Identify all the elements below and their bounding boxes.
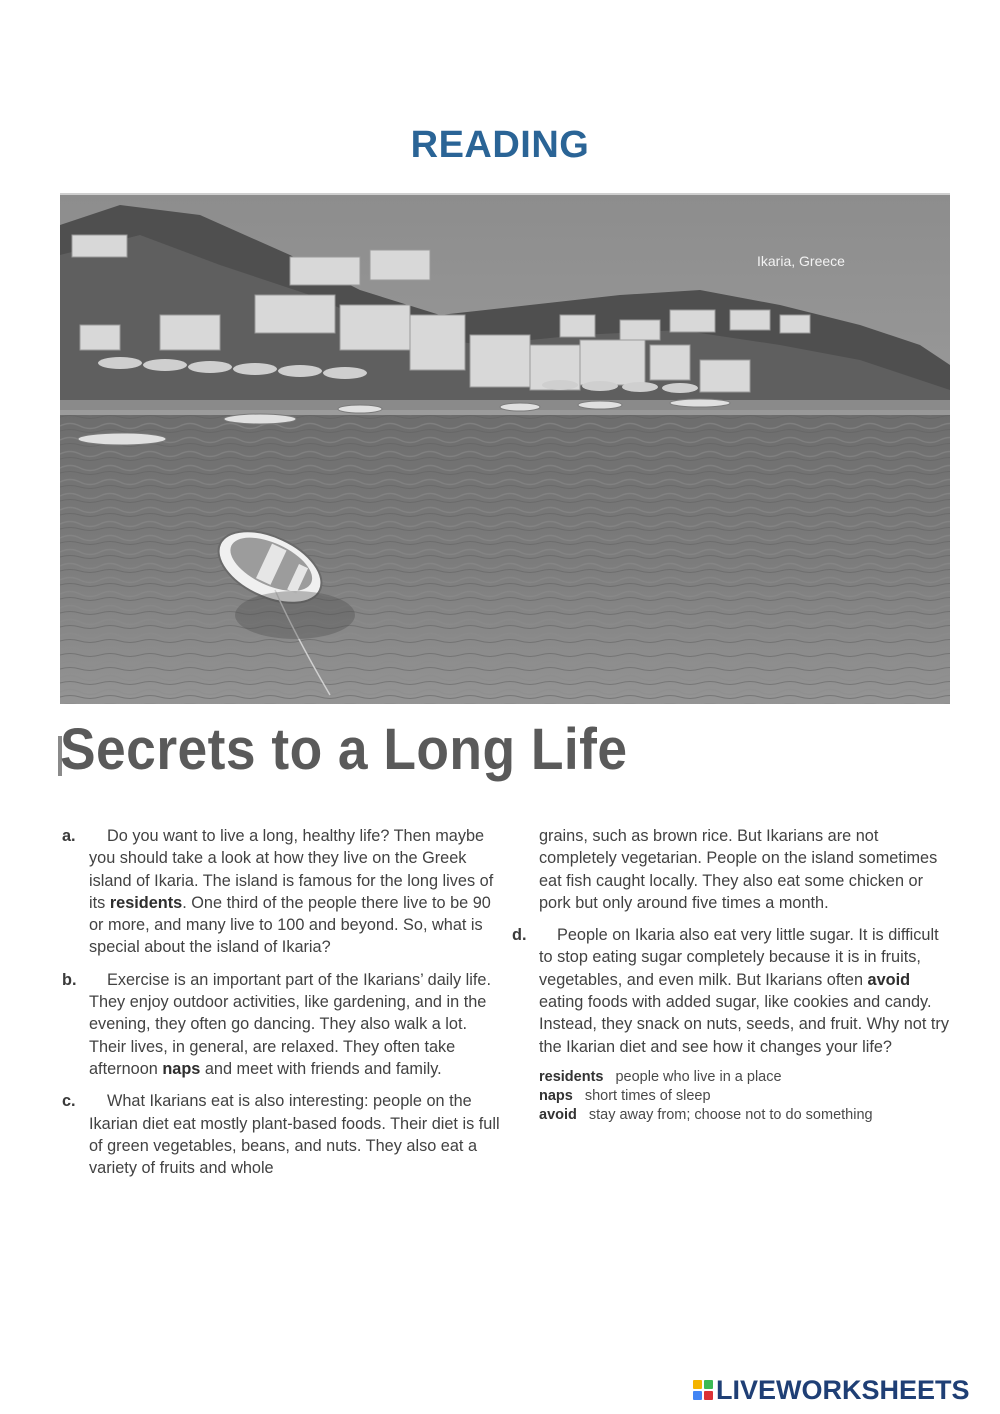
article-title: Secrets to a Long Life bbox=[60, 717, 628, 782]
glossary-entry bbox=[539, 1106, 952, 1125]
section-heading: READING bbox=[410, 124, 590, 166]
paragraph-text: eating foods with added sugar, like cookies and candy. Instead, they snack on nuts, seeds, and fruit. Why not try the Ikarian diet and see how it changes your life? bbox=[539, 993, 949, 1056]
paragraph-d bbox=[512, 924, 952, 1058]
paragraph-text: People on Ikaria also eat very little sugar. It is difficult to stop eating sugar completely because it is in fruits, vegetables, and even milk. But Ikarians often bbox=[539, 926, 939, 989]
logo-square bbox=[693, 1391, 702, 1400]
logo-text: LIVEWORKSHEETS bbox=[716, 1374, 970, 1405]
paragraph-letter: d. bbox=[512, 926, 527, 945]
paragraph-c bbox=[62, 1090, 502, 1179]
logo-square bbox=[704, 1391, 713, 1400]
glossary-definition: stay away from; choose not to do something bbox=[588, 1106, 873, 1123]
paragraph-c-continued: grains, such as brown rice. But Ikarians are not completely vegetarian. People on the island sometimes eat fish caught locally. They also eat some chicken or pork but only around five times a month. bbox=[539, 827, 938, 912]
glossary bbox=[539, 1068, 952, 1125]
logo-square bbox=[693, 1380, 702, 1389]
paragraph-text: Do you want to live a long, healthy life? Then maybe you should take a look at how they live on the Greek island of Ikaria. The island is famous for the long lives of its bbox=[89, 827, 494, 912]
paragraph-text: What Ikarians eat is also interesting: people on the Ikarian diet eat mostly plant-based foods. Their diet is full of green vegetables, beans, and nuts. They also eat a variety of fruits and whole bbox=[89, 1092, 500, 1178]
glossary-definition: people who live in a place bbox=[615, 1068, 782, 1085]
paragraph-text: and meet with friends and family. bbox=[200, 1059, 442, 1078]
liveworksheets-logo[interactable] bbox=[693, 1374, 970, 1406]
paragraph-letter: c. bbox=[62, 1092, 76, 1111]
glossary-term: naps bbox=[539, 1087, 573, 1104]
glossary-term: avoid bbox=[539, 1106, 577, 1123]
keyword-residents: residents bbox=[109, 893, 183, 912]
glossary-entry bbox=[539, 1068, 952, 1087]
paragraph-letter: b. bbox=[62, 970, 77, 989]
harbor-photo bbox=[60, 193, 950, 704]
paragraph-text: Exercise is an important part of the Ikarians’ daily life. They enjoy outdoor activities, like gardening, and in the evening, they often go dancing. They also walk a lot. Their lives, in general, are relaxed. They often take afternoon bbox=[89, 970, 491, 1078]
paragraph-letter: a. bbox=[62, 827, 76, 845]
logo-icon bbox=[693, 1380, 713, 1400]
glossary-entry bbox=[539, 1087, 952, 1106]
photo-caption: Ikaria, Greece bbox=[757, 253, 845, 269]
paragraph-text: . One third of the people there live to be 90 or more, and many live to 100 and beyond. So, what is special about the island of Ikaria? bbox=[89, 893, 491, 957]
paragraph-a bbox=[62, 825, 502, 959]
logo-square bbox=[704, 1380, 713, 1389]
glossary-term: residents bbox=[539, 1068, 604, 1085]
harbor-photo-image bbox=[60, 195, 950, 704]
glossary-definition: short times of sleep bbox=[584, 1087, 711, 1104]
keyword-naps: naps bbox=[162, 1059, 201, 1078]
keyword-avoid: avoid bbox=[867, 970, 911, 989]
right-column bbox=[512, 825, 952, 1125]
left-column bbox=[62, 825, 502, 1189]
paragraph-b bbox=[62, 969, 502, 1080]
